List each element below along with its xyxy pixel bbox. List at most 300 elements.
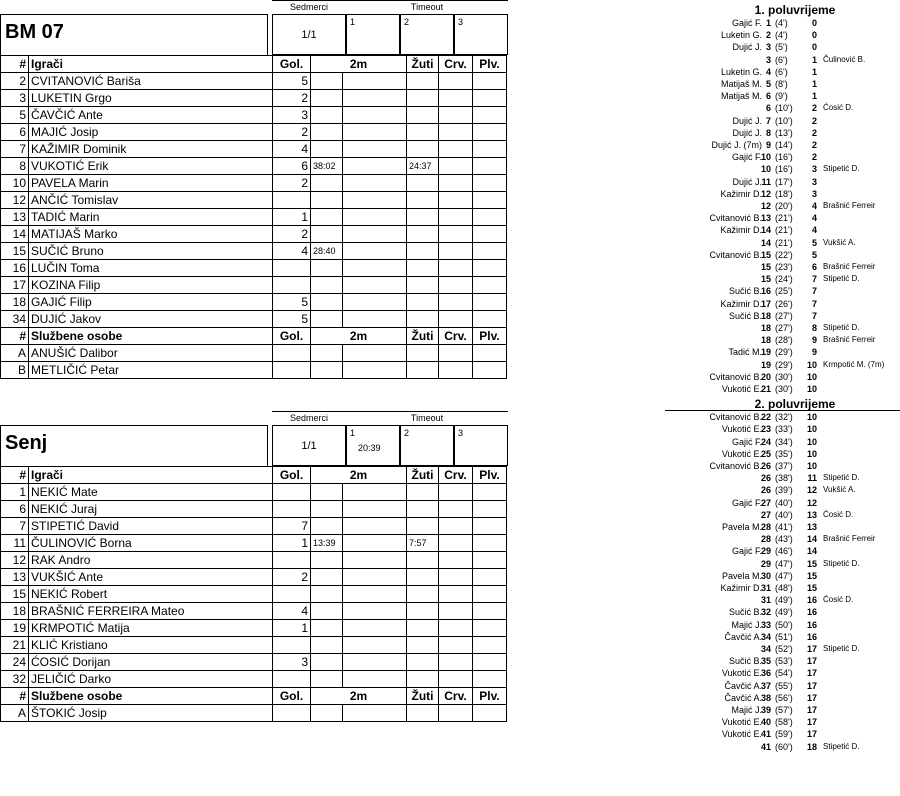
home-scorer: Dujić J. [732, 115, 762, 126]
player-name: NEKIĆ Mate [29, 484, 273, 501]
header-cell: Žuti [407, 328, 439, 345]
away-score: 17 [806, 680, 817, 691]
blue-card [473, 620, 507, 637]
event-minute: (49') [775, 607, 793, 618]
header-cell: # [1, 328, 29, 345]
player-name: NEKIĆ Juraj [29, 501, 273, 518]
player-row [1, 277, 507, 294]
blue-card [473, 484, 507, 501]
home-scorer: Matijaš M. [720, 91, 762, 102]
home-score: 10 [760, 152, 771, 163]
home-scorer: Luketin G. [720, 66, 762, 77]
two-min-1 [311, 586, 343, 603]
away-score: 4 [811, 225, 817, 236]
away-score: 5 [811, 249, 817, 260]
two-min-1 [311, 90, 343, 107]
red-card [439, 260, 473, 277]
away-score: 10 [806, 384, 817, 394]
goal-event [655, 460, 900, 472]
goal-event [655, 383, 900, 395]
official-cell [407, 705, 439, 722]
goal-event [655, 741, 900, 753]
away-score: 7 [811, 286, 817, 297]
player-row [1, 603, 507, 620]
red-card [439, 124, 473, 141]
player-row [1, 586, 507, 603]
player-row [1, 158, 507, 175]
official-cell [273, 705, 311, 722]
header-cell: Službene osobe [29, 688, 273, 705]
event-minute: (33') [775, 424, 793, 435]
goal-event [655, 359, 900, 371]
home-score: 15 [760, 249, 771, 260]
two-min-1 [311, 124, 343, 141]
goal-event [655, 643, 900, 655]
away-score: 7 [811, 298, 817, 309]
player-row [1, 124, 507, 141]
away-score: 4 [811, 213, 817, 224]
player-name: KOZINA Filip [29, 277, 273, 294]
event-minute: (47') [775, 558, 793, 569]
two-min-1 [311, 501, 343, 518]
home-scorer: Cvitanović B. [709, 461, 762, 471]
two-min-2 [343, 294, 407, 311]
home-score: 14 [760, 237, 771, 248]
away-score: 10 [806, 371, 817, 382]
event-minute: (54') [775, 668, 793, 679]
event-minute: (14') [775, 140, 793, 150]
away-score: 2 [811, 115, 817, 126]
red-card [439, 243, 473, 260]
player-number: 34 [1, 311, 29, 328]
home-scorer: Vukotić E. [721, 384, 762, 394]
goal-event [655, 533, 900, 545]
column-header-row [1, 688, 507, 705]
column-header-row [1, 56, 507, 73]
event-minute: (46') [775, 546, 793, 557]
timeout-index: 1 [350, 428, 356, 438]
player-goals [273, 260, 311, 277]
header-cell: # [1, 467, 29, 484]
team-block-away [0, 411, 510, 722]
away-score: 18 [806, 741, 817, 752]
home-scorer: Cvitanović B. [709, 371, 762, 382]
home-scorer: Sučić B. [728, 310, 762, 321]
timeout-box-1 [346, 425, 400, 466]
event-minute: (25') [775, 286, 793, 297]
column-header-row [1, 467, 507, 484]
goal-event [655, 322, 900, 334]
event-minute: (29') [775, 347, 793, 358]
goal-event [655, 436, 900, 448]
official-cell [273, 345, 311, 362]
red-card [439, 73, 473, 90]
event-minute: (24') [775, 274, 793, 285]
home-score: 18 [760, 310, 771, 321]
two-min-1 [311, 209, 343, 226]
blue-card [473, 603, 507, 620]
red-card [439, 107, 473, 124]
two-min-1 [311, 294, 343, 311]
home-score: 4 [765, 66, 771, 77]
red-card [439, 311, 473, 328]
away-scorer: Stipetić D. [823, 741, 860, 751]
red-card [439, 294, 473, 311]
home-scorer: Matijaš M. [720, 79, 762, 89]
event-minute: (8') [775, 79, 788, 89]
away-score: 1 [811, 66, 817, 77]
player-goals: 1 [273, 620, 311, 637]
home-score: 28 [760, 534, 771, 545]
event-minute: (50') [775, 619, 793, 630]
event-minute: (40') [775, 497, 793, 508]
red-card [439, 192, 473, 209]
blue-card [473, 107, 507, 124]
event-minute: (32') [775, 412, 793, 423]
blue-card [473, 277, 507, 294]
event-minute: (30') [775, 384, 793, 394]
goal-event [655, 346, 900, 358]
player-name: VUKŠIĆ Ante [29, 569, 273, 586]
two-min-1: 13:39 [311, 535, 343, 552]
goal-event [655, 619, 900, 631]
home-score: 9 [765, 140, 771, 150]
player-number: 14 [1, 226, 29, 243]
timeout-label: Timeout [346, 411, 508, 424]
home-scorer: Pavela M. [721, 570, 762, 581]
event-minute: (21') [775, 213, 793, 224]
home-scorer: Čavčić A. [724, 631, 762, 642]
away-score: 8 [811, 323, 817, 333]
official-cell [311, 362, 343, 379]
home-score: 27 [760, 509, 771, 520]
player-number: 21 [1, 637, 29, 654]
blue-card [473, 569, 507, 586]
away-score: 14 [806, 534, 817, 545]
player-row [1, 552, 507, 569]
player-goals: 4 [273, 141, 311, 158]
two-min-1 [311, 192, 343, 209]
blue-card [473, 226, 507, 243]
goal-event [655, 273, 900, 285]
two-min-2 [343, 107, 407, 124]
away-score: 17 [806, 668, 817, 679]
yellow-card [407, 226, 439, 243]
home-scorer: Gajić F. [731, 497, 762, 508]
home-score: 7 [765, 115, 771, 126]
blue-card [473, 209, 507, 226]
yellow-card [407, 671, 439, 688]
goal-event [655, 509, 900, 521]
goal-event [655, 310, 900, 322]
player-goals [273, 586, 311, 603]
home-score: 24 [760, 436, 771, 447]
official-row [1, 345, 507, 362]
home-scorer: Dujić J. (7m) [711, 140, 762, 150]
blue-card [473, 586, 507, 603]
away-score: 10 [806, 424, 817, 435]
two-min-2 [343, 73, 407, 90]
team-header [0, 411, 510, 466]
home-scorer: Kažimir D. [720, 583, 762, 593]
timeout-box-2 [400, 425, 454, 466]
home-score: 38 [760, 692, 771, 703]
blue-card [473, 260, 507, 277]
goal-event [655, 582, 900, 594]
goal-event [655, 212, 900, 224]
away-scorer: Ćosić D. [823, 103, 854, 113]
home-score: 17 [760, 298, 771, 309]
blue-card [473, 552, 507, 569]
away-score: 0 [811, 30, 817, 41]
player-row [1, 73, 507, 90]
away-score: 2 [811, 140, 817, 150]
player-name: MAJIĆ Josip [29, 124, 273, 141]
away-scorer: Čulinović B. [823, 54, 866, 64]
blue-card [473, 518, 507, 535]
yellow-card [407, 484, 439, 501]
home-scorer: Dujić J. [732, 176, 762, 187]
goal-event [655, 545, 900, 557]
event-minute: (26') [775, 298, 793, 309]
two-min-2 [343, 311, 407, 328]
two-min-2 [343, 90, 407, 107]
header-cell: Žuti [407, 688, 439, 705]
yellow-card [407, 243, 439, 260]
away-score: 2 [811, 127, 817, 138]
event-minute: (60') [775, 741, 793, 752]
player-row [1, 243, 507, 260]
timeout-index: 2 [404, 17, 410, 27]
two-min-2 [343, 192, 407, 209]
away-score: 7 [811, 274, 817, 285]
player-goals: 5 [273, 294, 311, 311]
timeout-box-3 [454, 14, 508, 55]
event-minute: (55') [775, 680, 793, 691]
red-card [439, 552, 473, 569]
home-score: 33 [760, 619, 771, 630]
away-scorer: Vukšić A. [823, 237, 856, 247]
two-min-2 [343, 209, 407, 226]
away-score: 5 [811, 237, 817, 248]
player-name: DUJIĆ Jakov [29, 311, 273, 328]
home-score: 13 [760, 213, 771, 224]
goal-event [655, 521, 900, 533]
event-minute: (5') [775, 42, 788, 53]
away-score: 12 [806, 485, 817, 496]
red-card [439, 90, 473, 107]
event-minute: (6') [775, 54, 788, 65]
away-score: 1 [811, 79, 817, 89]
home-score: 3 [765, 42, 771, 53]
red-card [439, 484, 473, 501]
yellow-card [407, 141, 439, 158]
away-score: 17 [806, 692, 817, 703]
yellow-card: 24:37 [407, 158, 439, 175]
two-min-2 [343, 243, 407, 260]
team-name: Senj [0, 425, 268, 466]
player-number: 8 [1, 158, 29, 175]
home-score: 41 [760, 729, 771, 740]
two-min-2 [343, 124, 407, 141]
two-min-1 [311, 484, 343, 501]
two-min-2 [343, 226, 407, 243]
away-score: 15 [806, 570, 817, 581]
home-score: 41 [760, 741, 771, 752]
red-card [439, 654, 473, 671]
away-score: 7 [811, 310, 817, 321]
home-score: 35 [760, 656, 771, 667]
sedmerci-value: 1/1 [272, 425, 346, 466]
header-cell: Crv. [439, 56, 473, 73]
player-row [1, 620, 507, 637]
two-min-2 [343, 277, 407, 294]
two-min-1 [311, 141, 343, 158]
home-scorer: Gajić F. [731, 546, 762, 557]
event-minute: (10') [775, 103, 793, 114]
event-minute: (52') [775, 644, 793, 654]
player-goals: 7 [273, 518, 311, 535]
yellow-card [407, 637, 439, 654]
two-min-2 [343, 535, 407, 552]
away-score: 3 [811, 188, 817, 199]
event-minute: (23') [775, 262, 793, 272]
home-score: 18 [760, 323, 771, 333]
player-number: 18 [1, 603, 29, 620]
away-score: 4 [811, 201, 817, 211]
header-cell: Crv. [439, 467, 473, 484]
yellow-card [407, 311, 439, 328]
blue-card [473, 124, 507, 141]
event-minute: (59') [775, 729, 793, 740]
goal-event [655, 570, 900, 582]
home-scorer: Vukotić E. [721, 668, 762, 679]
yellow-card [407, 209, 439, 226]
two-min-1 [311, 226, 343, 243]
home-score: 29 [760, 546, 771, 557]
away-score: 13 [806, 509, 817, 520]
away-score: 17 [806, 705, 817, 715]
away-scorer: Stipetić D. [823, 274, 860, 284]
timeout-label: Timeout [346, 0, 508, 13]
home-score: 10 [760, 164, 771, 175]
yellow-card [407, 586, 439, 603]
yellow-card [407, 620, 439, 637]
red-card [439, 620, 473, 637]
home-score: 31 [760, 583, 771, 593]
home-score: 31 [760, 595, 771, 606]
player-goals: 3 [273, 107, 311, 124]
away-score: 17 [806, 644, 817, 654]
blue-card [473, 671, 507, 688]
event-minute: (38') [775, 473, 793, 484]
blue-card [473, 637, 507, 654]
yellow-card [407, 277, 439, 294]
half-title: 2. poluvrijeme [754, 397, 836, 412]
home-score: 20 [760, 371, 771, 382]
player-row [1, 107, 507, 124]
event-minute: (20') [775, 201, 793, 211]
event-minute: (18') [775, 188, 793, 199]
player-number: 6 [1, 501, 29, 518]
player-name: KAŽIMIR Dominik [29, 141, 273, 158]
home-score: 3 [765, 54, 771, 65]
goal-event [655, 411, 900, 423]
home-score: 26 [760, 485, 771, 496]
player-row [1, 209, 507, 226]
player-row [1, 260, 507, 277]
home-score: 34 [760, 631, 771, 642]
player-number: 11 [1, 535, 29, 552]
player-number: 32 [1, 671, 29, 688]
goal-event [655, 249, 900, 261]
two-min-1 [311, 277, 343, 294]
blue-card [473, 654, 507, 671]
away-scorer: Brašnić Ferreir [823, 534, 876, 544]
goal-event [655, 594, 900, 606]
goal-event [655, 237, 900, 249]
official-cell [273, 362, 311, 379]
home-scorer: Tadić M. [728, 347, 762, 358]
away-score: 13 [806, 522, 817, 532]
away-score: 16 [806, 595, 817, 606]
home-score: 19 [760, 359, 771, 370]
official-cell [473, 345, 507, 362]
home-score: 14 [760, 225, 771, 236]
two-min-2 [343, 158, 407, 175]
away-score: 6 [811, 262, 817, 272]
event-minute: (39') [775, 485, 793, 496]
home-score: 34 [760, 644, 771, 654]
two-min-2 [343, 141, 407, 158]
two-min-2 [343, 260, 407, 277]
away-score: 17 [806, 717, 817, 728]
timeout-box-1 [346, 14, 400, 55]
goal-event [655, 716, 900, 728]
official-role: B [1, 362, 29, 379]
home-scorer: Cvitanović B. [709, 249, 762, 260]
event-minute: (58') [775, 717, 793, 728]
header-cell: Službene osobe [29, 328, 273, 345]
header-cell: Plv. [473, 328, 507, 345]
player-number: 15 [1, 586, 29, 603]
blue-card [473, 294, 507, 311]
player-number: 17 [1, 277, 29, 294]
header-cell: # [1, 56, 29, 73]
goal-event [655, 371, 900, 383]
goal-event [655, 163, 900, 175]
event-minute: (6') [775, 66, 788, 77]
event-minute: (27') [775, 310, 793, 321]
player-row [1, 569, 507, 586]
header-cell: Crv. [439, 328, 473, 345]
two-min-2 [343, 671, 407, 688]
goal-event [655, 261, 900, 273]
player-name: STIPETIĆ David [29, 518, 273, 535]
event-minute: (4') [775, 30, 788, 41]
away-scorer: Brašnić Ferreir [823, 201, 876, 210]
home-score: 26 [760, 473, 771, 484]
goal-event [655, 558, 900, 570]
player-goals: 1 [273, 209, 311, 226]
away-score: 0 [811, 42, 817, 53]
goal-event [655, 29, 900, 41]
event-minute: (13') [775, 127, 793, 138]
red-card [439, 671, 473, 688]
roster-table [0, 466, 507, 722]
timeout-index: 3 [458, 17, 464, 27]
player-goals: 2 [273, 90, 311, 107]
